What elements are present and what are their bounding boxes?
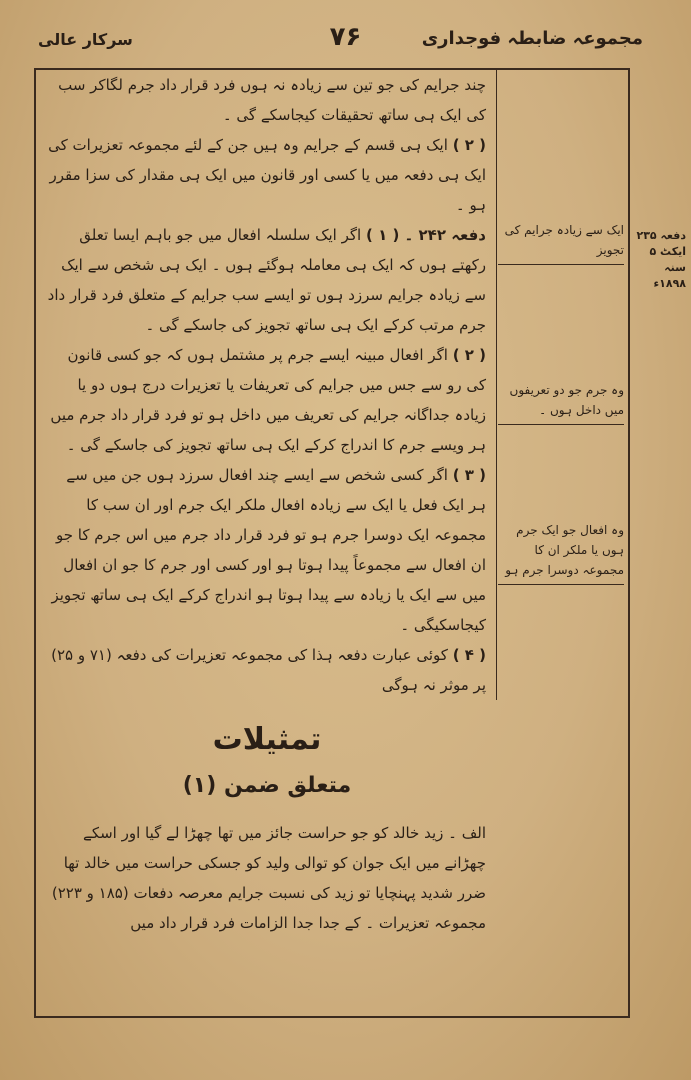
paragraph-text: اگر افعال مبینہ ایسے جرم پر مشتمل ہوں کہ جو کسی قانون کی رو سے جس میں جرایم کی تعریفات یا تعزیرات درج ہوں دو یا زیادہ جداگانہ جرایم کی تعریف میں داخل ہو تو فرد قرار داد جرم میں ہر ویسے جرم کا اندراج کرکے ایک ہی ساتھ تجویز کی جاسکے گی ۔ (50, 346, 486, 454)
paragraph-6 (46, 640, 486, 700)
book-title: مجموعہ ضابطہ فوجداری (421, 28, 643, 49)
paragraph-2 (46, 130, 486, 220)
page-number: ۷۶ (329, 22, 362, 52)
paragraph-1 (46, 70, 486, 130)
margin-note: دفعہ ۲۳۵ ایکٹ ۵ سنہ ۱۸۹۸ء (636, 229, 686, 290)
illustration-text: زید خالد کو جو حراست جائز میں تھا چھڑا لے گیا اور اسکے چھڑانے میں ایک جوان کو توالی ولید کو جسکی حراست میں خالد تھا ضرر شدید پہنچایا تو زید کی نسبت جرایم معرصہ دفعات (۱۸۵ و ۲۲۳) مجموعہ تعزیرات ۔ کے جدا جدا الزامات فرد قرار داد میں (51, 824, 486, 932)
paragraph-text: ایک ہی قسم کے جرایم وہ ہیں جن کے لئے مجموعہ تعزیرات کی ایک ہی دفعہ میں یا کسی اور قانون میں ایک ہی مقدار کی سزا مقرر ہو ۔ (48, 136, 486, 214)
side-note-2: وہ جرم جو دو تعریفوں میں داخل ہوں ۔ (498, 380, 624, 425)
paragraph-lead: ( ۲ ) (452, 346, 486, 364)
column-divider (496, 70, 497, 700)
illustration-a (46, 818, 486, 938)
paragraph-lead: ( ۲ ) (452, 136, 486, 154)
illustrations-heading: تمثیلات (212, 722, 322, 757)
side-note-1: ایک سے زیادہ جرایم کی تجویز (498, 220, 624, 265)
section-242 (46, 220, 486, 340)
illustration-lead: الف ۔ (448, 824, 486, 842)
paragraph-5 (46, 460, 486, 640)
paragraph-text: چند جرایم کی جو تین سے زیادہ نہ ہوں فرد قرار داد جرم لگاکر سب کی ایک ہی ساتھ تحقیقات کیجاسکے گی ۔ (58, 76, 486, 124)
illustrations-subheading: متعلق ضمن (۱) (182, 773, 352, 798)
paragraph-4 (46, 340, 486, 460)
section-number: دفعہ ۲۴۲ ۔ ( ۱ ) (365, 226, 486, 244)
paragraph-text: اگر کسی شخص سے ایسے چند افعال سرزد ہوں جن میں سے ہر ایک فعل یا ایک سے زیادہ افعال ملکر ایک جرم اور ان سب کا مجموعہ ایک دوسرا جرم ہو تو فرد قرار داد جرم میں اس جرم کا جو ان افعال سے مجموعاً پیدا ہوتا ہو اور کسی اور جرم کا جو ان افعال میں سے ایک یا زیادہ سے پیدا ہوتا ہو اندراج کرکے ایک ہی ساتھ تجویز کیجاسکیگی ۔ (51, 466, 486, 634)
paragraph-text: کوئی عبارت دفعہ ہذا کی مجموعہ تعزیرات کی دفعہ (۷۱ و ۲۵) پر موثر نہ ہوگی (51, 646, 486, 694)
paragraph-lead: ( ۴ ) (452, 646, 486, 664)
main-text-column (38, 70, 496, 1014)
paragraph-lead: ( ۳ ) (452, 466, 486, 484)
section-reference: سرکار عالی (38, 30, 133, 49)
side-note-3: وہ افعال جو ایک جرم ہوں یا ملکر ان کا مجموعہ دوسرا جرم ہو (498, 520, 624, 585)
paragraph-text: اگر ایک سلسلہ افعال میں جو باہم ایسا تعلق رکھتے ہوں کہ ایک ہی معاملہ ہوگئے ہوں ۔ ایک ہی شخص سے ایک سے زیادہ جرایم سرزد ہوں تو ایسے سب جرایم کے متعلق فرد قرار داد جرم مرتب کرکے ایک ہی ساتھ تجویز کی جاسکے گی ۔ (47, 226, 486, 334)
page-header (28, 22, 663, 62)
